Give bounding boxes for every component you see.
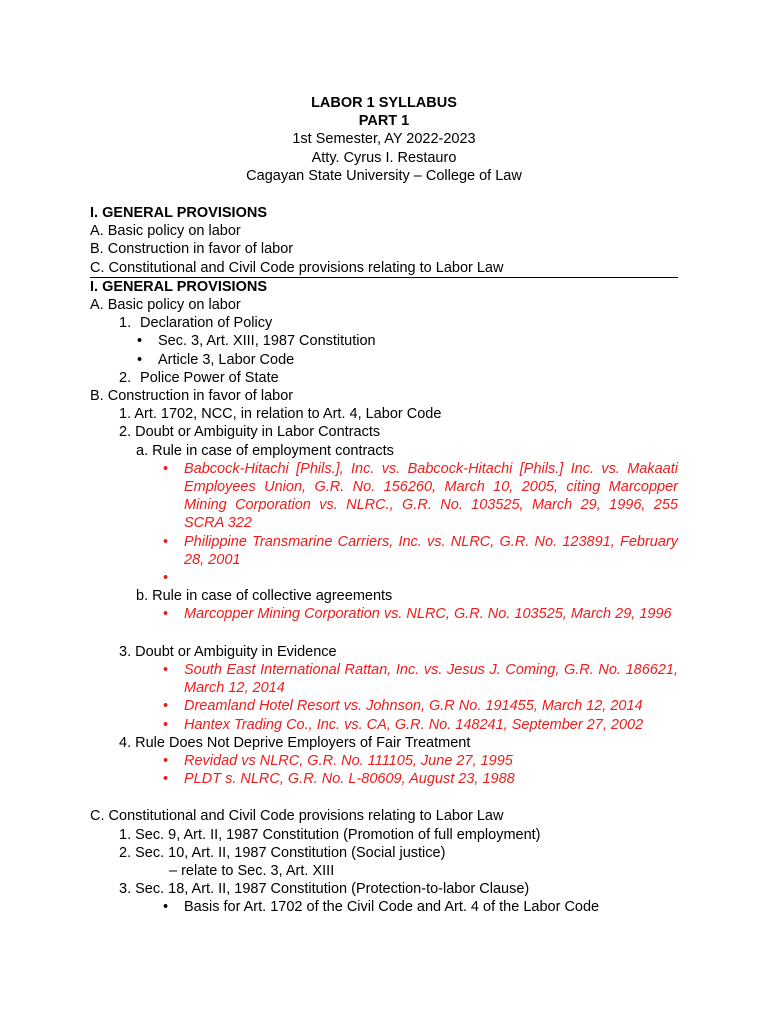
section-a-label: A. Basic policy on labor (90, 297, 241, 314)
case-citation-empty (90, 569, 678, 587)
b-item-4: 4. Rule Does Not Deprive Employers of Fair Treatment (119, 734, 471, 751)
case-text: South East International Rattan, Inc. vs. Jesus J. Coming, G.R. No. 186621, March 12, 2014 (184, 661, 678, 697)
bullet-icon: • (163, 606, 169, 623)
c-basis-bullet (90, 898, 678, 916)
c-item-1: 1. Sec. 9, Art. II, 1987 Constitution (Promotion of full employment) (119, 826, 541, 843)
case-text: Revidad vs NLRC, G.R. No. 111105, June 27, 1995 (184, 752, 513, 769)
case-citation (90, 716, 678, 734)
document-part: PART 1 (358, 113, 410, 130)
case-text: Babcock-Hitachi [Phils.], Inc. vs. Babcock-Hitachi [Phils.] Inc. vs. Makaati Employees Union, G.R. No. 156260, March 10, 2005, citing Marcopper Mining Corporation vs. NLRC., G.R. No. 103525, March 29, 1996, 255 SCRA 322 (184, 460, 678, 532)
case-citation (90, 661, 678, 697)
summary-heading: I. GENERAL PROVISIONS (90, 205, 267, 222)
a-item-1-number: 1. (119, 315, 132, 332)
c-item-3: 3. Sec. 18, Art. II, 1987 Constitution (Protection-to-labor Clause) (119, 881, 530, 898)
b-item-2: 2. Doubt or Ambiguity in Labor Contracts (119, 424, 381, 441)
section-b-label: B. Construction in favor of labor (90, 388, 294, 405)
b-item-1: 1. Art. 1702, NCC, in relation to Art. 4, Labor Code (119, 406, 442, 423)
case-text: Marcopper Mining Corporation vs. NLRC, G.R. No. 103525, March 29, 1996 (184, 606, 672, 623)
body-heading: I. GENERAL PROVISIONS (90, 278, 267, 295)
summary-item-a: A. Basic policy on labor (90, 223, 241, 240)
a-item-2-number: 2. (119, 369, 132, 386)
bullet-icon: • (163, 698, 169, 715)
rule-a-label: a. Rule in case of employment contracts (136, 442, 394, 459)
school-line: Cagayan State University – College of Law (246, 167, 522, 184)
bullet-icon: • (163, 716, 169, 733)
spacer (90, 788, 678, 807)
summary-item-c: C. Constitutional and Civil Code provisions relating to Labor Law (90, 259, 504, 276)
b-item-3: 3. Doubt or Ambiguity in Evidence (119, 643, 337, 660)
c-basis-text: Basis for Art. 1702 of the Civil Code and Art. 4 of the Labor Code (184, 899, 600, 916)
case-text: PLDT s. NLRC, G.R. No. L-80609, August 23, 1988 (184, 771, 515, 788)
bullet-icon: • (163, 460, 169, 477)
a-bullet-2: • Article 3, Labor Code (90, 351, 678, 369)
case-text: Hantex Trading Co., Inc. vs. CA, G.R. No. 148241, September 27, 2002 (184, 716, 644, 733)
case-citation (90, 697, 678, 715)
a-item-1-text: Declaration of Policy (140, 315, 273, 332)
semester-line: 1st Semester, AY 2022-2023 (292, 131, 476, 148)
a-item-1 (90, 314, 678, 332)
case-citation (90, 770, 678, 788)
bullet-icon: • (163, 661, 169, 678)
summary-item-b: B. Construction in favor of labor (90, 241, 294, 258)
bullet-icon: • (163, 533, 169, 550)
bullet-icon: • (163, 771, 169, 788)
case-citation (90, 533, 678, 569)
c-relate-note: – relate to Sec. 3, Art. XIII (169, 862, 335, 879)
bullet-icon: • (163, 899, 169, 916)
case-text: Philippine Transmarine Carriers, Inc. vs. NLRC, G.R. No. 123891, February 28, 2001 (184, 533, 678, 568)
rule-b-label: b. Rule in case of collective agreements (136, 588, 393, 605)
a-item-2-text: Police Power of State (140, 369, 279, 386)
document-title: LABOR 1 SYLLABUS (311, 95, 457, 111)
spacer (90, 624, 678, 643)
spacer (90, 185, 678, 204)
section-c-label: C. Constitutional and Civil Code provisions relating to Labor Law (90, 808, 504, 825)
case-text: Dreamland Hotel Resort vs. Johnson, G.R No. 191455, March 12, 2014 (184, 698, 643, 715)
case-citation (90, 605, 678, 623)
bullet-icon: • (163, 752, 169, 769)
case-citation (90, 460, 678, 533)
syllabus-page (90, 94, 678, 917)
instructor-line: Atty. Cyrus I. Restauro (311, 149, 457, 166)
a-bullet-1: • Sec. 3, Art. XIII, 1987 Constitution (90, 332, 678, 350)
a-item-2 (90, 369, 678, 387)
c-item-2: 2. Sec. 10, Art. II, 1987 Constitution (Social justice) (119, 844, 446, 861)
case-citation (90, 752, 678, 770)
bullet-icon: • (163, 570, 169, 587)
